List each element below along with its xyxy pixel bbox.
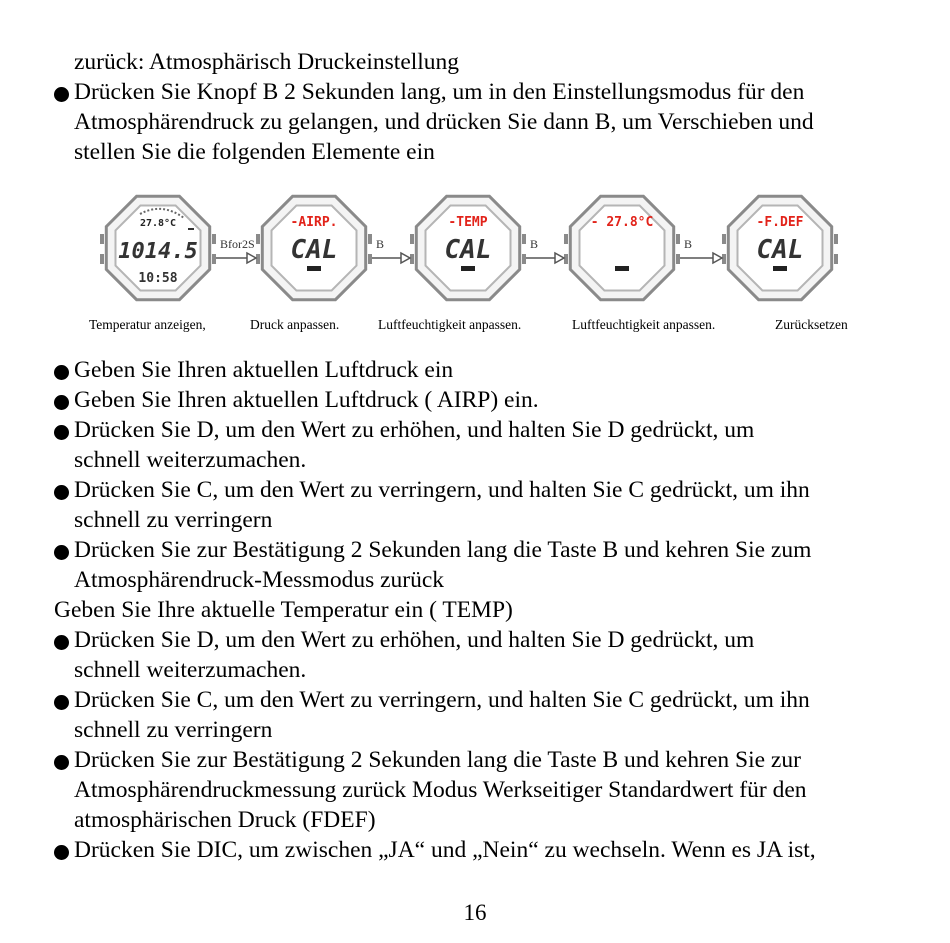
text-line: Drücken Sie C, um den Wert zu verringern, und halten Sie C gedrückt, um ihn	[74, 477, 810, 503]
watch-main-readout: CAL	[290, 235, 338, 265]
watch-face	[564, 196, 680, 299]
arrow-transition	[680, 237, 722, 263]
watch-main-readout: CAL	[444, 235, 492, 265]
bullet-dot	[54, 395, 69, 410]
watch-face	[410, 196, 526, 299]
bullet-dot	[54, 845, 69, 860]
watch-top-readout: - 27.8°C	[590, 215, 654, 230]
arrow-label: B	[684, 237, 693, 251]
text-line: Geben Sie Ihre aktuelle Temperatur ein ( TEMP)	[54, 597, 513, 623]
watch-face	[256, 196, 372, 299]
text-line: schnell zu verringern	[74, 507, 273, 533]
text-line: Drücken Sie D, um den Wert zu erhöhen, und halten Sie D gedrückt, um	[74, 627, 755, 653]
watch-face	[100, 196, 216, 299]
watch-top-readout: -AIRP.	[290, 215, 338, 230]
text-line: atmosphärischen Druck (FDEF)	[74, 807, 376, 833]
text-line: Drücken Sie DIC, um zwischen „JA“ und „Nein“ zu wechseln. Wenn es JA ist,	[74, 837, 816, 863]
caption: Zurücksetzen	[775, 317, 848, 332]
watch-indicator	[773, 266, 787, 271]
bullet-dot	[54, 87, 69, 102]
bullet-dot	[54, 755, 69, 770]
text-line: zurück: Atmosphärisch Druckeinstellung	[74, 49, 460, 75]
text-line: schnell weiterzumachen.	[74, 657, 307, 683]
text-line: Drücken Sie zur Bestätigung 2 Sekunden lang die Taste B und kehren Sie zur	[74, 747, 801, 773]
caption: Luftfeuchtigkeit anpassen.	[378, 317, 522, 332]
bullet-dot	[54, 545, 69, 560]
text-line: Atmosphärendruck zu gelangen, und drücken Sie dann B, um Verschieben und	[74, 109, 814, 135]
arrow-transition	[216, 237, 256, 263]
watch-face	[722, 196, 838, 299]
text-line: Atmosphärendruckmessung zurück Modus Werkseitiger Standardwert für den	[74, 777, 807, 803]
text-line: Drücken Sie Knopf B 2 Sekunden lang, um in den Einstellungsmodus für den	[74, 79, 805, 105]
text-line: Drücken Sie C, um den Wert zu verringern, und halten Sie C gedrückt, um ihn	[74, 687, 810, 713]
text-line: Drücken Sie zur Bestätigung 2 Sekunden lang die Taste B und kehren Sie zum	[74, 537, 812, 563]
watch-main-readout: 1014.5	[118, 239, 198, 264]
text-line: Geben Sie Ihren aktuellen Luftdruck ein	[74, 357, 454, 383]
bullet-dot	[54, 695, 69, 710]
text-line: schnell weiterzumachen.	[74, 447, 307, 473]
bullet-dot	[54, 425, 69, 440]
text-line: stellen Sie die folgenden Elemente ein	[74, 139, 435, 165]
watch-top-readout: 27.8°C	[139, 218, 177, 229]
arrow-label: Bfor2S	[220, 237, 255, 251]
watch-main-readout: CAL	[756, 235, 804, 265]
arrow-transition	[526, 237, 564, 263]
arrow-label: B	[376, 237, 385, 251]
watch-indicator	[307, 266, 321, 271]
caption: Druck anpassen.	[250, 317, 340, 332]
text-line: Drücken Sie D, um den Wert zu erhöhen, und halten Sie D gedrückt, um	[74, 417, 755, 443]
watch-time-readout: 10:58	[138, 271, 178, 286]
arrow-transition	[372, 237, 410, 263]
watch-indicator	[461, 266, 475, 271]
bullet-dot	[54, 635, 69, 650]
watch-mode-diagram	[0, 188, 950, 313]
bullet-dot	[54, 365, 69, 380]
caption: Luftfeuchtigkeit anpassen.	[572, 317, 716, 332]
page-number: 16	[463, 900, 487, 925]
arrow-label: B	[530, 237, 539, 251]
watch-indicator	[615, 266, 629, 271]
bullet-dot	[54, 485, 69, 500]
watch-top-readout: -F.DEF	[756, 215, 804, 230]
text-line: Atmosphärendruck-Messmodus zurück	[74, 567, 445, 593]
caption: Temperatur anzeigen,	[89, 317, 206, 332]
text-line: schnell zu verringern	[74, 717, 273, 743]
watch-top-readout: -TEMP	[448, 215, 488, 230]
text-line: Geben Sie Ihren aktuellen Luftdruck ( AIRP) ein.	[74, 387, 539, 413]
